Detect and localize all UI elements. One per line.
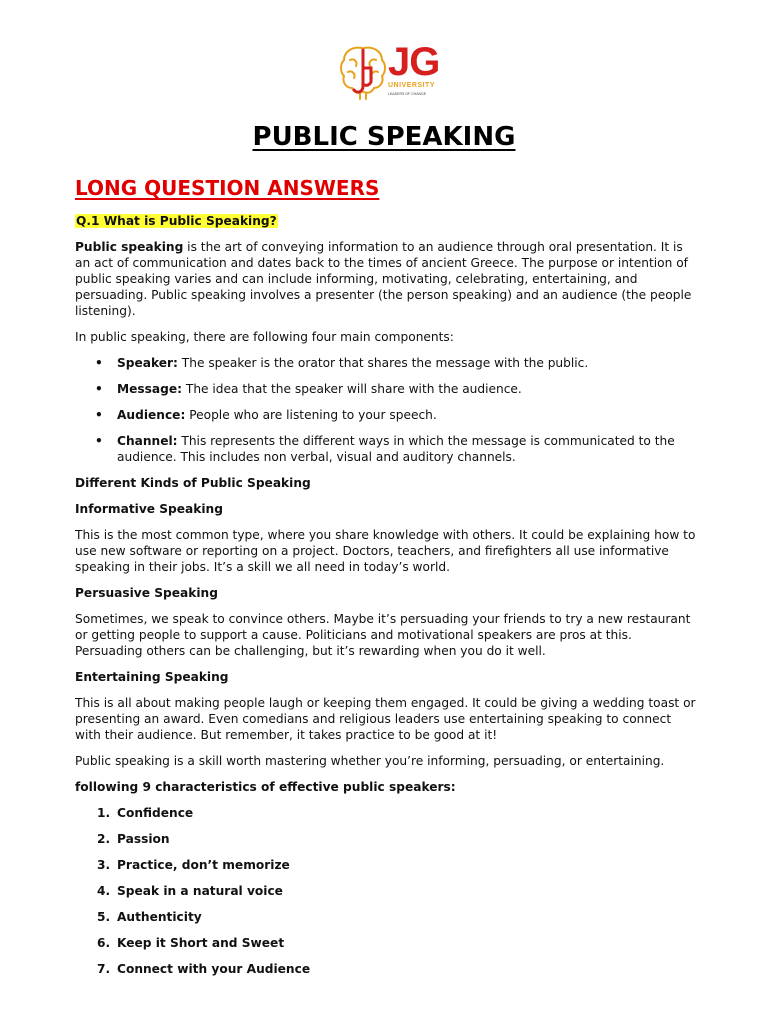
list-item xyxy=(75,883,697,899)
list-item xyxy=(75,433,697,465)
trait-text: Practice, don’t memorize xyxy=(117,858,290,872)
list-number: 4. xyxy=(97,884,111,898)
brain-icon xyxy=(338,42,388,100)
logo-letters: JG xyxy=(388,40,440,84)
question-highlight: Q.1 What is Public Speaking? xyxy=(76,214,277,228)
list-item xyxy=(75,831,697,847)
components-intro: In public speaking, there are following four main components: xyxy=(75,330,454,344)
list-item xyxy=(75,935,697,951)
component-term: Speaker: xyxy=(117,356,178,370)
intro-text: is the art of conveying information to an audience through oral presentation. It is an act of communication and dates back to the times of ancient Greece. The purpose or intention of public speaking varies and can include informing, motivating, celebrating, entertaining, and persuading. Public speaking involves a presenter (the person speaking) and an audience (the people listening). xyxy=(75,240,692,318)
intro-lead: Public speaking xyxy=(75,240,184,254)
trait-text: Authenticity xyxy=(117,910,202,924)
bullet-icon: • xyxy=(95,382,103,396)
informative-heading: Informative Speaking xyxy=(75,502,223,516)
component-term: Channel: xyxy=(117,434,178,448)
traits-list xyxy=(75,805,697,977)
entertaining-paragraph: This is all about making people laugh or keeping them engaged. It could be giving a wedding toast or presenting an award. Even comedians and religious leaders use entertaining speaking to connect with their audience. But remember, it takes practice to be good at it! xyxy=(75,696,696,742)
list-item xyxy=(75,407,697,423)
list-number: 5. xyxy=(97,910,111,924)
component-text: People who are listening to your speech. xyxy=(185,408,437,422)
trait-text: Speak in a natural voice xyxy=(117,884,283,898)
trait-text: Passion xyxy=(117,832,170,846)
persuasive-heading: Persuasive Speaking xyxy=(75,586,218,600)
component-term: Audience: xyxy=(117,408,186,422)
page-title-text: PUBLIC SPEAKING xyxy=(252,122,516,152)
bullet-icon: • xyxy=(95,408,103,422)
trait-text: Connect with your Audience xyxy=(117,962,311,976)
bullet-icon: • xyxy=(95,356,103,370)
component-term: Message: xyxy=(117,382,182,396)
list-number: 2. xyxy=(97,832,111,846)
logo-university-text: UNIVERSITY xyxy=(388,82,436,89)
list-item xyxy=(75,355,697,371)
component-text: This represents the different ways in which the message is communicated to the audience. This includes non verbal, visual and auditory channels. xyxy=(117,434,675,464)
informative-paragraph: This is the most common type, where you share knowledge with others. It could be explaining how to use new software or reporting on a project. Doctors, teachers, and firefighters all use informative speaking in their jobs. It’s a skill we all need in today’s world. xyxy=(75,528,696,574)
component-text: The speaker is the orator that shares the message with the public. xyxy=(177,356,589,370)
trait-text: Confidence xyxy=(117,806,194,820)
list-item xyxy=(75,961,697,977)
entertaining-heading: Entertaining Speaking xyxy=(75,670,229,684)
section-heading: LONG QUESTION ANSWERS xyxy=(75,176,380,200)
list-number: 6. xyxy=(97,936,111,950)
question-heading xyxy=(75,213,697,229)
components-list xyxy=(75,355,697,465)
list-number: 7. xyxy=(97,962,111,976)
bullet-icon: • xyxy=(95,434,103,448)
university-logo xyxy=(338,40,440,102)
trait-text: Keep it Short and Sweet xyxy=(117,936,285,950)
document-body xyxy=(75,213,697,987)
list-item xyxy=(75,381,697,397)
closing-paragraph: Public speaking is a skill worth mastering whether you’re informing, persuading, or entertaining. xyxy=(75,754,665,768)
traits-heading: following 9 characteristics of effective public speakers: xyxy=(75,780,456,794)
kinds-heading: Different Kinds of Public Speaking xyxy=(75,476,311,490)
persuasive-paragraph: Sometimes, we speak to convince others. Maybe it’s persuading your friends to try a new restaurant or getting people to support a cause. Politicians and motivational speakers are pros at this. Persuading others can be challenging, but it’s rewarding when you do it well. xyxy=(75,612,691,658)
list-item xyxy=(75,805,697,821)
list-item xyxy=(75,909,697,925)
logo-tagline: LEADERS OF CHANGE xyxy=(388,92,427,96)
list-number: 3. xyxy=(97,858,111,872)
component-text: The idea that the speaker will share with the audience. xyxy=(182,382,522,396)
list-item xyxy=(75,857,697,873)
intro-paragraph xyxy=(75,239,697,319)
page-title xyxy=(0,120,768,154)
list-number: 1. xyxy=(97,806,111,820)
